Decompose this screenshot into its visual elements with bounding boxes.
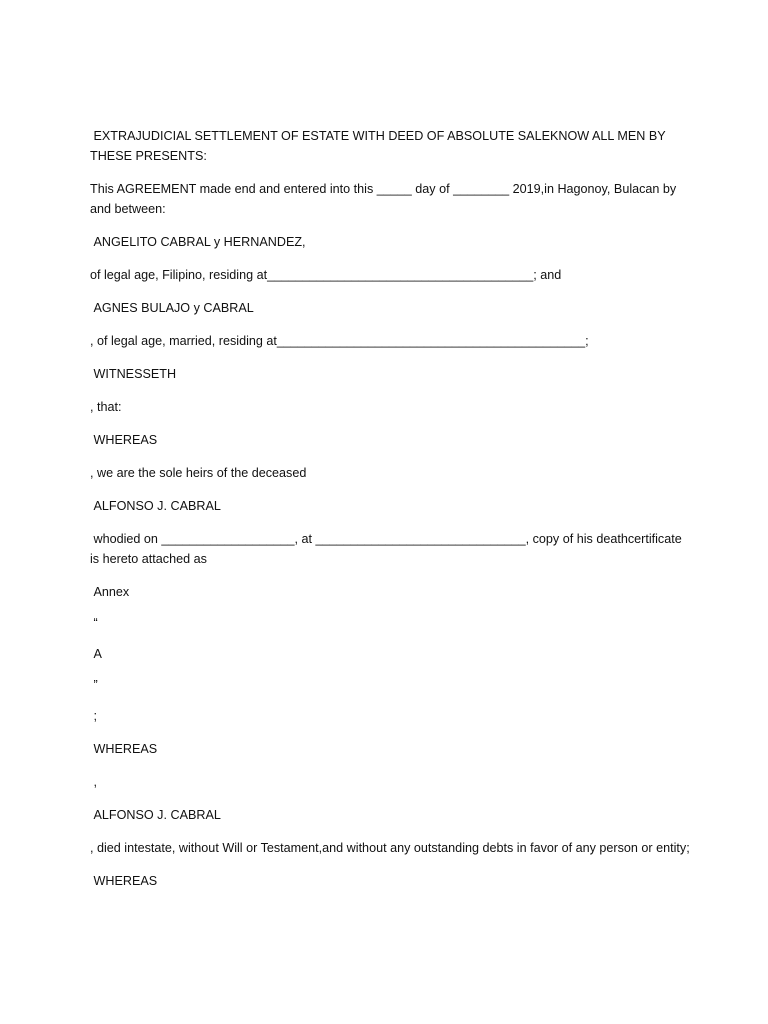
whereas-comma: ,: [90, 775, 97, 789]
annex-semicolon: ;: [90, 709, 97, 723]
whereas-heading-3: WHEREAS: [90, 874, 158, 888]
intestate-clause: , died intestate, without Will or Testament,and without any outstanding debts in favor of any person or entity;: [90, 841, 690, 855]
party-name-1: ANGELITO CABRAL y HERNANDEZ,: [90, 235, 306, 249]
whereas-heading-1: WHEREAS: [90, 433, 158, 447]
deceased-name-1: ALFONSO J. CABRAL: [90, 499, 221, 513]
annex-label: Annex: [90, 585, 130, 599]
party-name-2: AGNES BULAJO y CABRAL: [90, 301, 254, 315]
party-details-1: of legal age, Filipino, residing at______________________________________; and: [90, 268, 562, 282]
annex-open-quote: “: [90, 616, 98, 630]
party-details-2: , of legal age, married, residing at____________________________________________;: [90, 334, 589, 348]
heirs-clause: , we are the sole heirs of the deceased: [90, 466, 307, 480]
deceased-name-2: ALFONSO J. CABRAL: [90, 808, 221, 822]
witnesseth-heading: WITNESSETH: [90, 367, 177, 381]
agreement-intro: This AGREEMENT made end and entered into this _____ day of ________ 2019,in Hagonoy, Bulacan by and between:: [90, 182, 680, 216]
annex-close-quote: ”: [90, 678, 98, 692]
document-body: [90, 126, 690, 904]
annex-letter: A: [90, 647, 102, 661]
death-details: whodied on ___________________, at ______________________________, copy of his deathcertificate is hereto attached as: [90, 532, 686, 566]
witnesseth-that: , that:: [90, 400, 122, 414]
document-title: EXTRAJUDICIAL SETTLEMENT OF ESTATE WITH DEED OF ABSOLUTE SALEKNOW ALL MEN BY THESE PRESENTS:: [90, 129, 669, 163]
whereas-heading-2: WHEREAS: [90, 742, 158, 756]
